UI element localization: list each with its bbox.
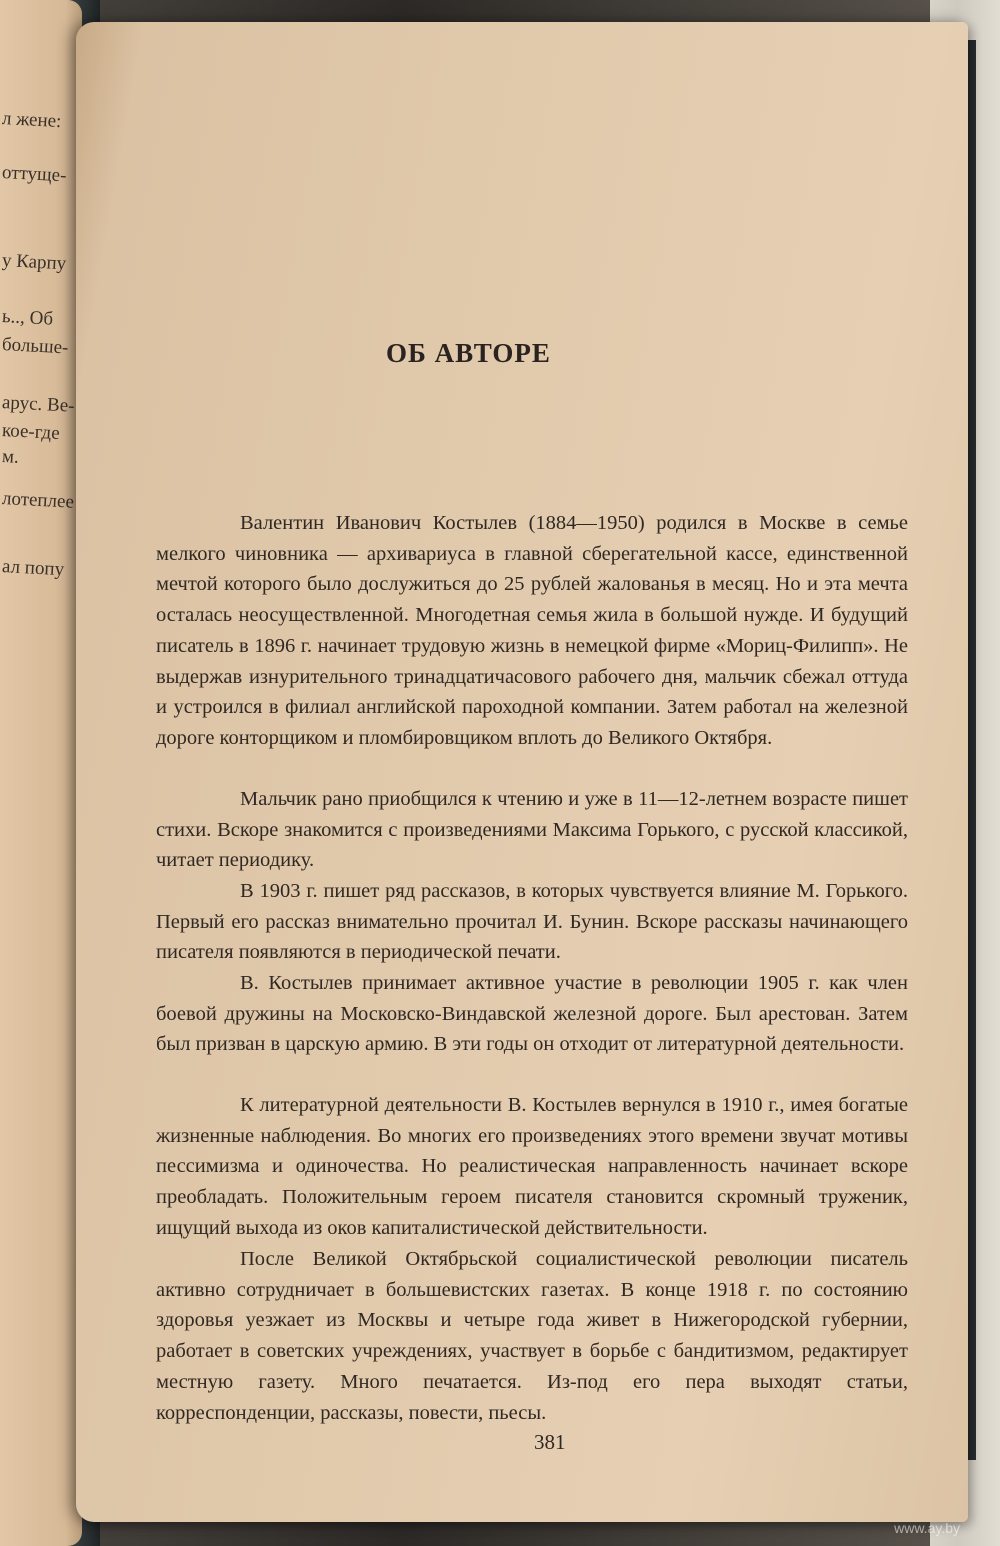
left-page-line: ь.., Об — [1, 306, 54, 330]
left-page-line: ал попу — [1, 556, 65, 581]
left-page-line: у Карпу — [1, 250, 67, 275]
paragraph-5: К литературной деятельности В. Костылев вернулся в 1910 г., имея богатые жизненные наблюдения. Во многих его произведениях этого времени звучат мотивы пессимизма и одиночества. Но реалистическая направленность начинает вскоре преобладать. Положительным героем писателя становится скромный труженик, ищущий выхода из оков капиталистической действительности. — [156, 1094, 908, 1239]
left-page-line: больше- — [1, 334, 69, 359]
paragraph-4: В. Костылев принимает активное участие в революции 1905 г. как член боевой дружины на Московско-Виндавской железной дороге. Был арестован. Затем был призван в царскую армию. В эти годы он отходит от литературной деятельности. — [156, 972, 908, 1056]
left-page-line: кое-где — [1, 420, 61, 445]
paragraph-3: В 1903 г. пишет ряд рассказов, в которых чувствуется влияние М. Горького. Первый его рассказ внимательно прочитал И. Бунин. Вскоре рассказы начинающего писателя появляются в периодической печати. — [156, 880, 908, 964]
paragraph-2: Мальчик рано приобщился к чтению и уже в 11—12-летнем возрасте пишет стихи. Вскоре знакомится с произведениями Максима Горького, с русской классикой, читает периодику. — [156, 788, 908, 872]
left-page-line: лотеплее — [1, 488, 75, 513]
book-page — [76, 22, 968, 1522]
watermark: www.ay.by — [894, 1520, 960, 1536]
left-page-line: м. — [1, 446, 20, 468]
page-number: 381 — [534, 1430, 566, 1454]
section-heading: ОБ АВТОРЕ — [386, 338, 551, 368]
left-page-fragment — [0, 0, 82, 1546]
paragraph-6: После Великой Октябрьской социалистической революции писатель активно сотрудничает в большевистских газетах. В конце 1918 г. по состоянию здоровья уезжает из Москвы и четыре года живет в Нижегородской губернии, работает в советских учреждениях, участвует в борьбе с бандитизмом, редактирует местную газету. Много печатается. Из-под его пера выходят статьи, корреспонденции, рассказы, повести, пьесы. — [156, 1248, 908, 1424]
left-page-line: л жене: — [1, 108, 62, 133]
left-page-line: оттуще- — [1, 162, 67, 187]
left-page-line: арус. Ве- — [1, 392, 76, 417]
paragraph-1: Валентин Иванович Костылев (1884—1950) родился в Москве в семье мелкого чиновника — архивариуса в главной сберегательной кассе, единственной мечтой которого было дослужиться до 25 рублей жалованья в месяц. Но и эта мечта осталась неосуществленной. Многодетная семья жила в большой нужде. И будущий писатель в 1896 г. начинает трудовую жизнь в немецкой фирме «Мориц-Филипп». Не выдержав изнурительного тринадцатичасового рабочего дня, мальчик сбежал оттуда и устроился в филиал английской пароходной компании. Затем работал на железной дороге конторщиком и пломбировщиком вплоть до Великого Октября. — [156, 512, 908, 749]
